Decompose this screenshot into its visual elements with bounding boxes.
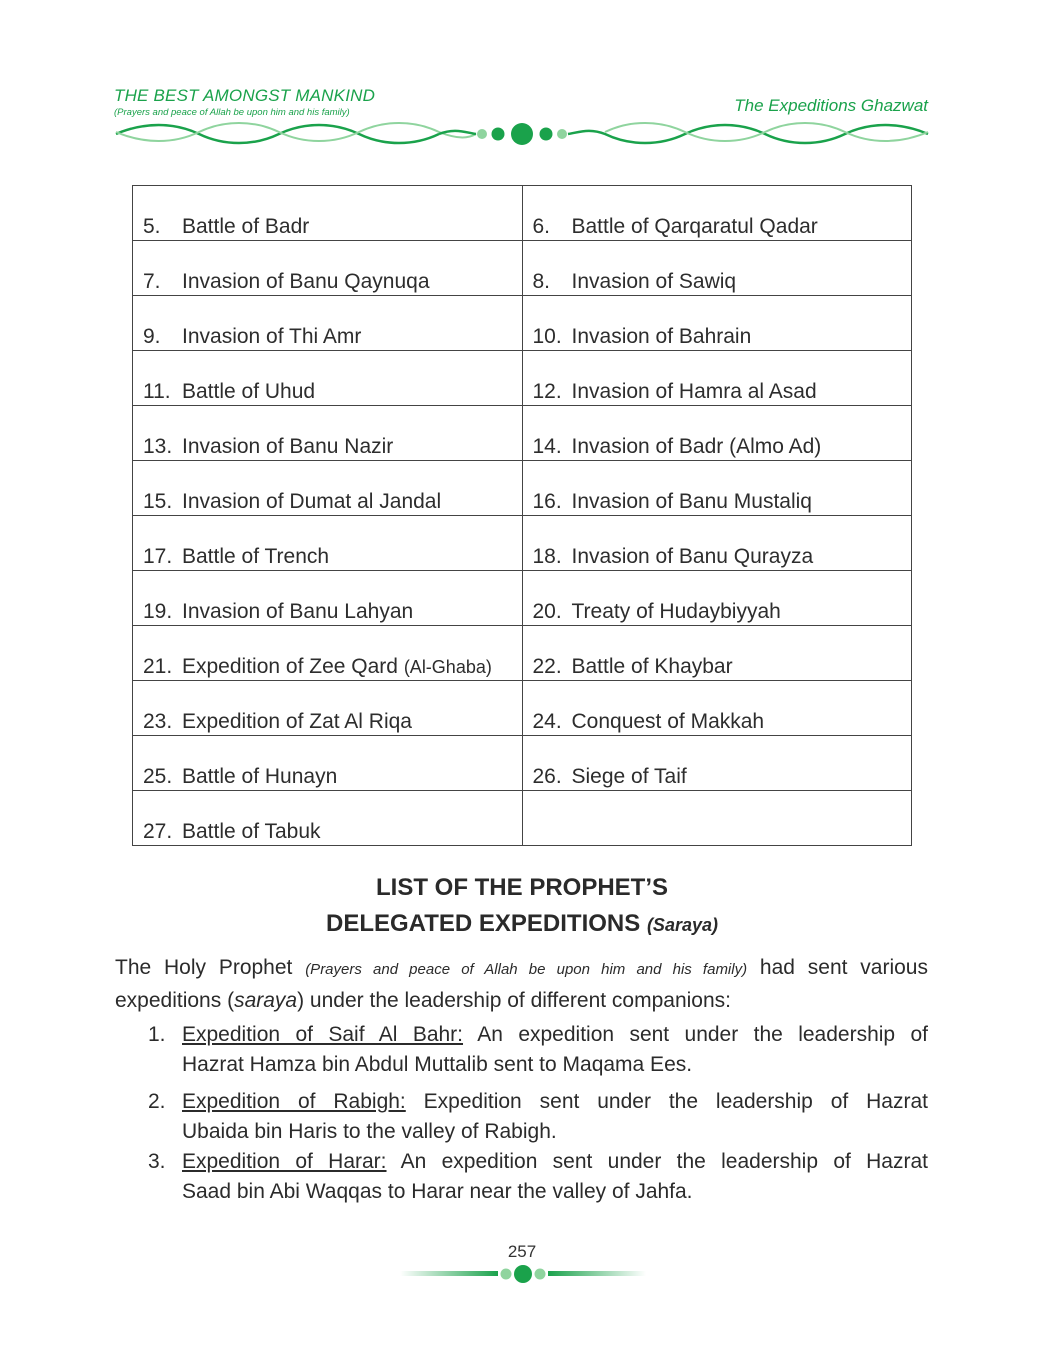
- table-row: [133, 406, 912, 461]
- list-item-desc: An expedition sent under the leadership of: [477, 1023, 928, 1046]
- expedition-title: Expedition of Zee Qard: [182, 655, 398, 678]
- table-cell: [133, 241, 523, 296]
- table-cell: [133, 681, 523, 736]
- table-row: [133, 296, 912, 351]
- table-cell: [522, 461, 912, 516]
- section-title-main: DELEGATED EXPEDITIONS: [326, 910, 641, 937]
- expedition-subtitle: (Al-Ghaba): [403, 657, 492, 677]
- book-title: THE BEST AMONGST MANKIND: [114, 86, 376, 105]
- table-cell: [133, 461, 523, 516]
- expedition-name: Expedition of Saif Al Bahr:: [182, 1023, 464, 1046]
- intro-honorific: (Prayers and peace of Allah be upon him and his family): [305, 961, 748, 978]
- expedition-title: Invasion of Thi Amr: [182, 325, 362, 348]
- list-item-desc: Expedition sent under the leadership of Hazrat: [423, 1090, 928, 1113]
- list-item-line2: Saad bin Abi Waqqas to Harar near the valley of Jahfa.: [182, 1180, 693, 1203]
- footer-ornament-icon: [400, 1264, 646, 1284]
- expedition-name: Expedition of Rabigh:: [182, 1090, 406, 1113]
- expedition-number: 7.: [143, 270, 161, 293]
- table-row: [133, 186, 912, 241]
- chapter-title: The Expeditions Ghazwat: [734, 96, 928, 115]
- expedition-title: Invasion of Banu Mustaliq: [571, 490, 812, 513]
- intro-paragraph: [115, 952, 928, 1016]
- intro-text-3: ) under the leadership of different companions:: [297, 989, 731, 1012]
- section-title-line1: LIST OF THE PROPHET’S: [375, 874, 669, 901]
- table-row: [133, 241, 912, 296]
- expedition-title: Expedition of Zat Al Riqa: [182, 710, 412, 733]
- expedition-number: 5.: [143, 215, 161, 238]
- intro-saraya: saraya: [234, 989, 298, 1012]
- expedition-number: 13.: [143, 435, 173, 458]
- table-row: [133, 516, 912, 571]
- expedition-title: Battle of Badr: [182, 215, 310, 238]
- table-cell: [522, 571, 912, 626]
- list-item-number: 1.: [148, 1023, 166, 1046]
- expedition-number: 19.: [143, 600, 173, 623]
- expedition-number: 23.: [143, 710, 173, 733]
- expedition-number: 25.: [143, 765, 173, 788]
- expedition-title: Invasion of Banu Qaynuqa: [182, 270, 430, 293]
- header-wave-ornament-icon: [114, 118, 930, 152]
- table-cell: [522, 791, 912, 846]
- expedition-title: Battle of Tabuk: [182, 820, 321, 843]
- expedition-number: 8.: [532, 270, 551, 293]
- page-number: 257: [507, 1242, 537, 1261]
- expedition-number: 12.: [532, 380, 562, 403]
- book-subtitle: (Prayers and peace of Allah be upon him and his family): [114, 107, 350, 118]
- expedition-title: Battle of Qarqaratul Qadar: [571, 215, 818, 238]
- expedition-title: Conquest of Makkah: [571, 710, 765, 733]
- expedition-number: 20.: [532, 600, 562, 623]
- expedition-number: 15.: [143, 490, 173, 513]
- table-row: [133, 626, 912, 681]
- table-cell: [522, 626, 912, 681]
- table-cell: [133, 296, 523, 351]
- expedition-number: 14.: [532, 435, 562, 458]
- expedition-title: Invasion of Banu Lahyan: [182, 600, 414, 623]
- expedition-number: 10.: [532, 325, 562, 348]
- list-item-desc: An expedition sent under the leadership of Hazrat: [400, 1150, 928, 1173]
- table-row: [133, 571, 912, 626]
- expedition-number: 27.: [143, 820, 173, 843]
- table-cell: [522, 516, 912, 571]
- expedition-number: 22.: [532, 655, 562, 678]
- table-cell: [522, 681, 912, 736]
- expedition-title: Siege of Taif: [571, 765, 687, 788]
- list-item-line2: Ubaida bin Haris to the valley of Rabigh.: [182, 1120, 557, 1143]
- expedition-name: Expedition of Harar:: [182, 1150, 387, 1173]
- expedition-title: Invasion of Banu Qurayza: [571, 545, 814, 568]
- section-title-italic: (Saraya): [646, 915, 718, 935]
- expedition-title: Invasion of Dumat al Jandal: [182, 490, 442, 513]
- expedition-title: Treaty of Hudaybiyyah: [571, 600, 781, 623]
- running-header: [114, 86, 375, 118]
- list-item-number: 3.: [148, 1150, 166, 1173]
- expedition-title: Battle of Uhud: [182, 380, 316, 403]
- list-item-line1: [182, 1020, 928, 1050]
- table-cell: [522, 296, 912, 351]
- table-row: [133, 736, 912, 791]
- list-item-line1: [182, 1087, 928, 1117]
- list-item: [148, 1147, 928, 1207]
- table-cell: [133, 791, 523, 846]
- expedition-number: 18.: [532, 545, 562, 568]
- expedition-title: Battle of Khaybar: [571, 655, 733, 678]
- expedition-title: Battle of Hunayn: [182, 765, 338, 788]
- table-cell: [133, 186, 523, 241]
- expedition-number: 9.: [143, 325, 161, 348]
- expedition-number: 16.: [532, 490, 562, 513]
- section-title-line2: [0, 910, 1044, 938]
- table-row: [133, 681, 912, 736]
- expedition-title: Battle of Trench: [182, 545, 330, 568]
- intro-text-2: had sent various expeditions (: [115, 956, 928, 1012]
- intro-text-1: The Holy Prophet: [115, 956, 293, 979]
- table-cell: [522, 736, 912, 791]
- expedition-title: Invasion of Hamra al Asad: [571, 380, 817, 403]
- table-cell: [522, 406, 912, 461]
- table-cell: [522, 241, 912, 296]
- list-item-line2: Hazrat Hamza bin Abdul Muttalib sent to Maqama Ees.: [182, 1053, 693, 1076]
- expedition-number: 6.: [532, 215, 551, 238]
- table-cell: [133, 351, 523, 406]
- table-cell: [133, 626, 523, 681]
- table-cell: [522, 186, 912, 241]
- table-row: [133, 791, 912, 846]
- list-item-number: 2.: [148, 1090, 166, 1113]
- expedition-number: 24.: [532, 710, 562, 733]
- table-cell: [133, 516, 523, 571]
- expedition-number: 11.: [143, 380, 171, 403]
- expedition-number: 17.: [143, 545, 173, 568]
- expedition-title: Invasion of Bahrain: [571, 325, 752, 348]
- table-cell: [133, 406, 523, 461]
- list-item: [148, 1020, 928, 1080]
- expedition-title: Invasion of Sawiq: [571, 270, 737, 293]
- expedition-title: Invasion of Badr (Almo Ad): [571, 435, 822, 458]
- list-item: [148, 1087, 928, 1147]
- table-row: [133, 461, 912, 516]
- table-cell: [133, 571, 523, 626]
- expeditions-table: [132, 185, 912, 846]
- table-row: [133, 351, 912, 406]
- expedition-number: 26.: [532, 765, 562, 788]
- list-item-line1: [182, 1147, 928, 1177]
- table-cell: [522, 351, 912, 406]
- expedition-number: 21.: [143, 655, 173, 678]
- table-cell: [133, 736, 523, 791]
- expedition-title: Invasion of Banu Nazir: [182, 435, 394, 458]
